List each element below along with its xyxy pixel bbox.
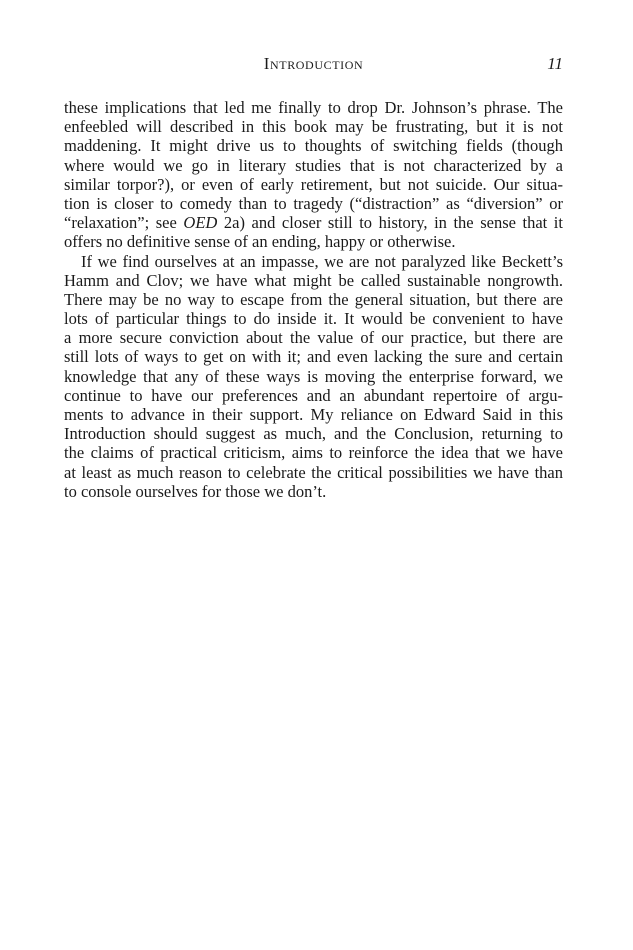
- text-line: where would we go in literary studies that is not characterized by a: [64, 155, 563, 175]
- text-line: offers no definitive sense of an ending, happy or otherwise.: [64, 232, 456, 252]
- text-line: a more secure conviction about the value of our practice, but there are: [64, 328, 563, 348]
- body-text: [64, 98, 563, 501]
- text-line: ments to advance in their support. My reliance on Edward Said in this: [64, 405, 563, 424]
- text-line: Hamm and Clov; we have what might be called sustainable nongrowth.: [64, 270, 563, 290]
- text-line: lots of particular things to do inside it. It would be convenient to have: [64, 309, 563, 329]
- text-line: continue to have our preferences and an abundant repertoire of argu-: [64, 385, 563, 405]
- text-line: enfeebled will described in this book may be frustrating, but it is not: [64, 117, 563, 137]
- text-line: similar torpor?), or even of early retirement, but not suicide. Our situa-: [64, 174, 563, 194]
- page-number: 11: [547, 54, 563, 73]
- text-line: at least as much reason to celebrate the critical possibilities we have than: [64, 462, 563, 482]
- text-line: If we find ourselves at an impasse, we are not paralyzed like Beckett’s: [81, 251, 563, 271]
- running-title: Introduction: [263, 54, 364, 73]
- text-line: knowledge that any of these ways is moving the enterprise forward, we: [64, 366, 563, 386]
- text-line: maddening. It might drive us to thoughts of switching fields (though: [64, 136, 563, 156]
- text-line: to console ourselves for those we don’t.: [64, 481, 327, 501]
- text-line: these implications that led me finally to drop Dr. Johnson’s phrase. The: [64, 98, 563, 117]
- text-run: “relaxation”; see: [64, 213, 184, 233]
- text-line: There may be no way to escape from the general situation, but there are: [64, 289, 563, 309]
- text-line: still lots of ways to get on with it; and even lacking the sure and certain: [64, 347, 563, 367]
- text-line: tion is closer to comedy than to tragedy (“distraction” as “diversion” or: [64, 193, 563, 213]
- text-line: Introduction should suggest as much, and the Conclusion, returning to: [64, 424, 563, 444]
- text-run: 2a) and closer still to history, in the sense that it: [217, 213, 563, 233]
- text-line: the claims of practical criticism, aims to reinforce the idea that we have: [64, 443, 563, 463]
- text-line: [64, 213, 563, 232]
- running-head: [64, 52, 563, 76]
- italic-abbreviation: OED: [183, 213, 218, 233]
